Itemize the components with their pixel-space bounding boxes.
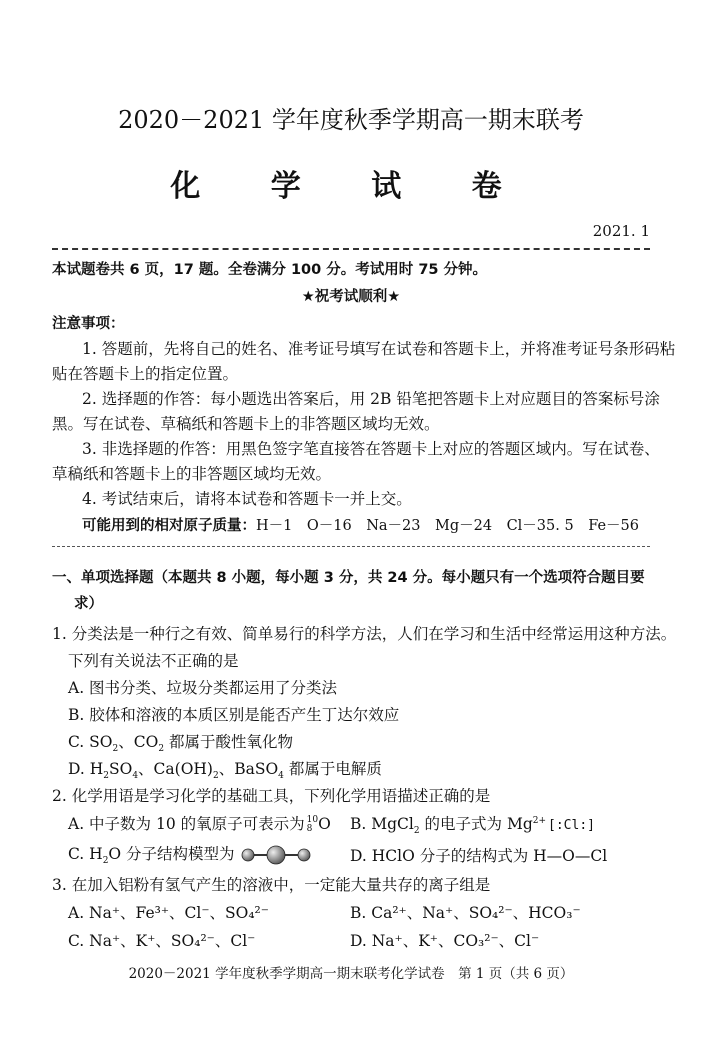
exam-date: 2021. 1 bbox=[592, 222, 650, 240]
q1-option-a: A. 图书分类、垃圾分类都运用了分类法 bbox=[68, 679, 338, 697]
q3-option-d: D. Na⁺、K⁺、CO₃²⁻、Cl⁻ bbox=[350, 932, 540, 950]
page-footer: 2020－2021 学年度秋季学期高一期末联考化学试卷 第 1 页（共 6 页） bbox=[128, 966, 574, 982]
atomic-mass-line bbox=[82, 514, 639, 535]
note-1-line1: 1. 答题前，先将自己的姓名、准考证号填写在试卷和答题卡上，并将准考证号条形码粘 bbox=[82, 340, 676, 358]
divider-top bbox=[52, 248, 650, 250]
water-molecule-model-icon bbox=[240, 845, 312, 865]
section1-heading-line2: 求） bbox=[74, 596, 103, 612]
q3-option-b: B. Ca²⁺、Na⁺、SO₄²⁻、HCO₃⁻ bbox=[350, 904, 581, 922]
q1-stem-line1: 1. 分类法是一种行之有效、简单易行的科学方法，人们在学习和生活中经常运用这种方法。 bbox=[52, 625, 677, 643]
q1-option-b: B. 胶体和溶液的本质区别是能否产生丁达尔效应 bbox=[68, 706, 400, 724]
q3-stem: 3. 在加入铝粉有氢气产生的溶液中，一定能大量共存的离子组是 bbox=[52, 876, 491, 894]
section1-heading-line1: 一、单项选择题（本题共 8 小题，每小题 3 分，共 24 分。每小题只有一个选项符合题目要 bbox=[52, 570, 645, 586]
q3-option-c: C. Na⁺、K⁺、SO₄²⁻、Cl⁻ bbox=[68, 932, 256, 950]
q3-option-a: A. Na⁺、Fe³⁺、Cl⁻、SO₄²⁻ bbox=[68, 904, 269, 922]
notes-heading: 注意事项： bbox=[52, 316, 125, 332]
good-luck-banner: ★祝考试顺利★ bbox=[301, 289, 401, 305]
q2-option-c: C. $H_2O$ 分子结构模型为 bbox=[68, 842, 312, 866]
note-3-line2: 草稿纸和答题卡上的非答题区域均无效。 bbox=[52, 465, 332, 483]
q1-stem-line2: 下列有关说法不正确的是 bbox=[68, 652, 239, 670]
q1-option-d: D. $H_2SO_4$、$Ca(OH)_2$、BaSO$_4$ 都属于电解质 bbox=[68, 760, 382, 782]
note-4: 4. 考试结束后，请将本试卷和答题卡一并上交。 bbox=[82, 490, 412, 508]
note-3-line1: 3. 非选择题的作答：用黑色签字笔直接答在答题卡上对应的答题区域内。写在试卷、 bbox=[82, 440, 660, 458]
q1-option-c: C. $SO_2$、$CO_2$ 都属于酸性氧化物 bbox=[68, 733, 293, 755]
electron-dot-formula: [:Cl:] bbox=[548, 818, 595, 833]
q2-option-d: D. HClO 分子的结构式为 H—O—Cl bbox=[350, 847, 608, 865]
exam-title: 2020－2021 学年度秋季学期高一期末联考 bbox=[118, 106, 584, 134]
note-2-line1: 2. 选择题的作答：每小题选出答案后，用 2B 铅笔把答题卡上对应题目的答案标号涂 bbox=[82, 390, 660, 408]
divider-mid bbox=[52, 546, 650, 547]
note-1-line2: 贴在答题卡上的指定位置。 bbox=[52, 365, 239, 383]
q2-option-b: B. MgCl$_2$ 的电子式为 $Mg^{2+}$ [:Cl:] bbox=[350, 815, 595, 837]
atomic-mass-label: 可能用到的相对原子质量： bbox=[82, 518, 256, 534]
exam-subject: 化 学 试 卷 bbox=[170, 169, 532, 204]
exam-summary: 本试题卷共 6 页，17 题。全卷满分 100 分。考试用时 75 分钟。 bbox=[52, 262, 488, 278]
q2-option-a: A. 中子数为 10 的氧原子可表示为 10 8 O bbox=[68, 815, 331, 834]
note-2-line2: 黑。写在试卷、草稿纸和答题卡上的非答题区域均无效。 bbox=[52, 415, 440, 433]
q2-stem: 2. 化学用语是学习化学的基础工具，下列化学用语描述正确的是 bbox=[52, 787, 491, 805]
atomic-mass-values: H－1 O－16 Na－23 Mg－24 Cl－35. 5 Fe－56 bbox=[256, 518, 639, 534]
